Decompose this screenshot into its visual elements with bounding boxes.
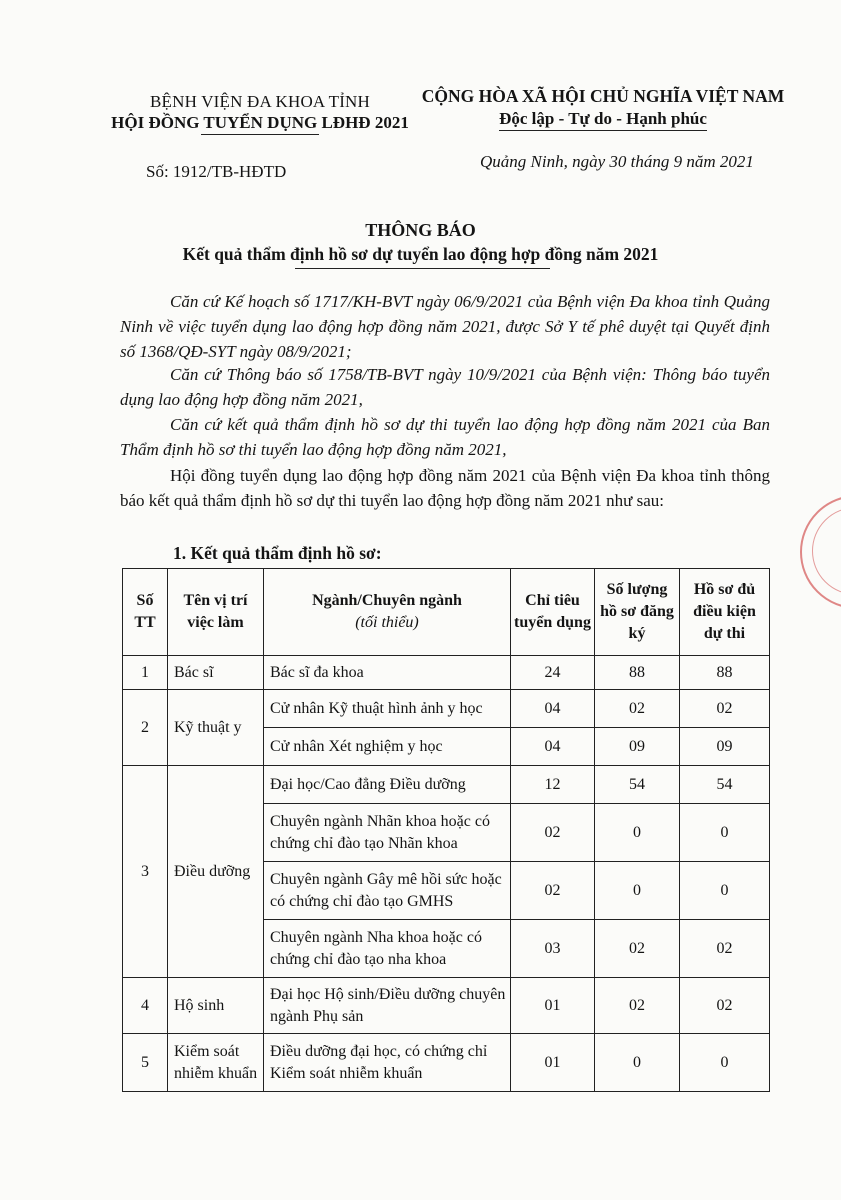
cell-major: Chuyên ngành Nha khoa hoặc có chứng chỉ đào tạo nha khoa [264, 920, 511, 978]
cell-quota: 04 [511, 728, 595, 766]
table-row [123, 1034, 770, 1092]
subtitle-underline [295, 268, 550, 269]
cell-eligible: 02 [680, 920, 770, 978]
nation-name: CỘNG HÒA XÃ HỘI CHỦ NGHĨA VIỆT NAM [421, 86, 785, 106]
table-row [123, 978, 770, 1034]
cell-quota: 04 [511, 690, 595, 728]
table-header-row [123, 569, 770, 656]
document-number: Số: 1912/TB-HĐTD [146, 162, 287, 181]
cell-quota: 24 [511, 656, 595, 690]
cell-quota: 02 [511, 862, 595, 920]
cell-stt: 1 [123, 656, 168, 690]
cell-major: Đại học/Cao đẳng Điều dưỡng [264, 766, 511, 804]
cell-eligible: 02 [680, 978, 770, 1034]
cell-stt: 5 [123, 1034, 168, 1092]
cell-major: Cử nhân Kỹ thuật hình ảnh y học [264, 690, 511, 728]
cell-registered: 02 [595, 978, 680, 1034]
cell-major: Chuyên ngành Nhãn khoa hoặc có chứng chỉ đào tạo Nhãn khoa [264, 804, 511, 862]
header-registered: Số lượng hồ sơ đăng ký [595, 569, 680, 656]
cell-stt: 3 [123, 766, 168, 978]
cell-eligible: 88 [680, 656, 770, 690]
document-subtitle: Kết quả thẩm định hồ sơ dự tuyển lao động hợp đồng năm 2021 [182, 244, 659, 264]
paragraph-basis-result: Căn cứ kết quả thẩm định hồ sơ dự thi tuyển lao động hợp đồng năm 2021 của Ban Thẩm định hồ sơ thi tuyển lao động hợp đồng năm 2021, [120, 415, 770, 459]
place-date: Quảng Ninh, ngày 30 tháng 9 năm 2021 [480, 152, 754, 171]
table-row [123, 656, 770, 690]
cell-eligible: 09 [680, 728, 770, 766]
cell-major: Điều dưỡng đại học, có chứng chỉ Kiểm soát nhiễm khuẩn [264, 1034, 511, 1092]
issuer-name: BỆNH VIỆN ĐA KHOA TỈNH [149, 92, 371, 111]
cell-position: Kỹ thuật y [168, 690, 264, 766]
table-body [123, 656, 770, 1092]
cell-position: Điều dưỡng [168, 766, 264, 978]
cell-eligible: 0 [680, 862, 770, 920]
table-row [123, 690, 770, 728]
results-table [122, 568, 770, 1092]
cell-position: Bác sĩ [168, 656, 264, 690]
issuer-block [95, 92, 425, 135]
cell-position: Hộ sinh [168, 978, 264, 1034]
header-position: Tên vị trí việc làm [168, 569, 264, 656]
cell-registered: 0 [595, 1034, 680, 1092]
header-eligible: Hồ sơ đủ điều kiện dự thi [680, 569, 770, 656]
issuer-underline [201, 134, 319, 135]
paragraph-basis-plan: Căn cứ Kế hoạch số 1717/KH-BVT ngày 06/9/2021 của Bệnh viện Đa khoa tỉnh Quảng Ninh về việc tuyển dụng lao động hợp đồng năm 2021, được Sở Y tế phê duyệt tại Quyết định số 1368/QĐ-SYT ngày 08/9/2021; [120, 292, 770, 361]
nation-block [418, 86, 788, 131]
cell-major: Đại học Hộ sinh/Điều dưỡng chuyên ngành Phụ sản [264, 978, 511, 1034]
cell-quota: 12 [511, 766, 595, 804]
cell-registered: 02 [595, 690, 680, 728]
cell-quota: 02 [511, 804, 595, 862]
cell-major: Chuyên ngành Gây mê hồi sức hoặc có chứng chỉ đào tạo GMHS [264, 862, 511, 920]
cell-stt: 4 [123, 978, 168, 1034]
paragraph-basis-announcement: Căn cứ Thông báo số 1758/TB-BVT ngày 10/9/2021 của Bệnh viện: Thông báo tuyển dụng lao động hợp đồng năm 2021, [120, 365, 770, 409]
cell-major: Bác sĩ đa khoa [264, 656, 511, 690]
header-stt: Số TT [123, 569, 168, 656]
paragraph-announcement: Hội đồng tuyển dụng lao động hợp đồng năm 2021 của Bệnh viện Đa khoa tỉnh thông báo kết quả thẩm định hồ sơ dự thi tuyển lao động hợp đồng năm 2021 như sau: [120, 466, 770, 510]
cell-position: Kiểm soát nhiễm khuẩn [168, 1034, 264, 1092]
council-name: HỘI ĐỒNG TUYỂN DỤNG LĐHĐ 2021 [111, 113, 409, 132]
cell-registered: 88 [595, 656, 680, 690]
cell-registered: 54 [595, 766, 680, 804]
cell-registered: 0 [595, 862, 680, 920]
table-row [123, 766, 770, 804]
document-title: THÔNG BÁO [365, 220, 476, 240]
cell-registered: 02 [595, 920, 680, 978]
cell-quota: 03 [511, 920, 595, 978]
cell-eligible: 54 [680, 766, 770, 804]
cell-registered: 0 [595, 804, 680, 862]
cell-eligible: 0 [680, 1034, 770, 1092]
cell-registered: 09 [595, 728, 680, 766]
cell-eligible: 0 [680, 804, 770, 862]
cell-eligible: 02 [680, 690, 770, 728]
cell-quota: 01 [511, 1034, 595, 1092]
header-quota: Chỉ tiêu tuyển dụng [511, 569, 595, 656]
cell-major: Cử nhân Xét nghiệm y học [264, 728, 511, 766]
motto: Độc lập - Tự do - Hạnh phúc [499, 109, 707, 131]
cell-quota: 01 [511, 978, 595, 1034]
section-title: 1. Kết quả thẩm định hồ sơ: [173, 543, 382, 563]
header-major: Ngành/Chuyên ngành (tối thiểu) [264, 569, 511, 656]
cell-stt: 2 [123, 690, 168, 766]
